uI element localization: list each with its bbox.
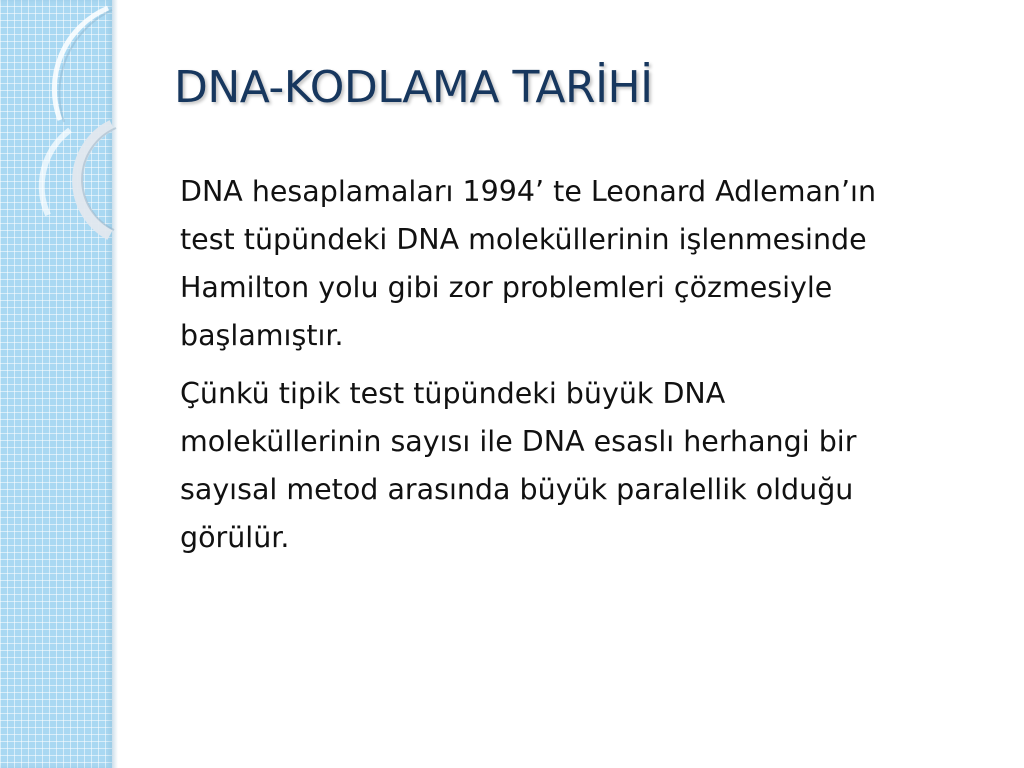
- decorative-rings: [0, 0, 180, 300]
- paragraph-1-line-1: DNA hesaplamaları 1994’ te Leonard Adleman’ın: [180, 175, 877, 208]
- paragraph-1-line-3: Hamilton yolu gibi zor problemleri çözmesiyle: [180, 271, 833, 304]
- paragraph-1-line-2: test tüpündeki DNA moleküllerinin işlenmesinde: [180, 223, 867, 256]
- slide-title: DNA-KODLAMA TARİHİ: [174, 62, 653, 113]
- slide-body: [180, 168, 980, 572]
- ring-large: [54, 8, 108, 120]
- paragraph-1: [180, 168, 980, 360]
- paragraph-1-line-4: başlamıştır.: [180, 319, 344, 352]
- paragraph-2-line-3: sayısal metod arasında büyük paralellik olduğu: [180, 473, 854, 506]
- paragraph-2: [180, 370, 980, 562]
- paragraph-2-line-4: görülür.: [180, 521, 290, 554]
- ring-small-left: [42, 130, 70, 215]
- ring-large-shadow: [59, 10, 112, 122]
- paragraph-2-line-2: moleküllerinin sayısı ile DNA esaslı herhangi bir: [180, 425, 857, 458]
- paragraph-2-line-1: Çünkü tipik test tüpündeki büyük DNA: [180, 377, 726, 410]
